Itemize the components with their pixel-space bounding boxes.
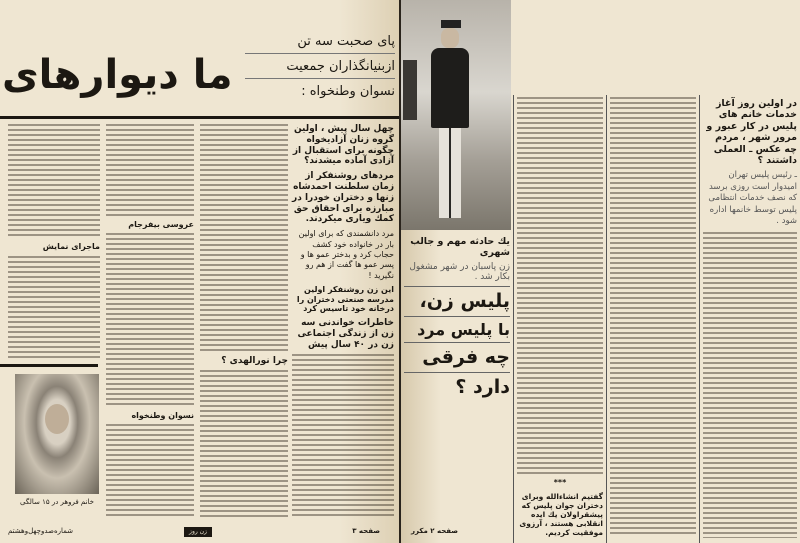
column-rule xyxy=(513,95,514,543)
headline-column xyxy=(404,236,510,398)
body-text xyxy=(8,256,100,360)
subtitle-block xyxy=(245,34,395,99)
highlight-3: مرد دانشمندی که برای اولین بار در خانواده خود کشف حجاب کرد و بدختر عمو ها و پسر عمو ها گفت از هم رو نگیرید ! xyxy=(298,229,394,280)
column-6 xyxy=(610,97,696,537)
column-rule xyxy=(699,95,700,543)
headline-line: با پلیس مرد xyxy=(404,320,510,343)
headline-line: پلیس زن، xyxy=(404,290,510,317)
right-page xyxy=(401,0,800,543)
subtitle-line: پای صحبت سه تن xyxy=(245,34,395,54)
headline-line: چه فرقی xyxy=(404,346,510,373)
subhead: چرا نورالهدی ؟ xyxy=(221,355,288,366)
subhead: نسوان وطنخواه xyxy=(131,410,194,420)
column-5 xyxy=(517,97,603,537)
policewoman-photo xyxy=(401,0,511,230)
separator: *** xyxy=(553,478,567,488)
closing-text: گفتیم انشاءالله وبرای دختران جوان پلیس که پیشقراولان يك ایده انقلابی هستند ، آرزوی موفقیت کردیم. xyxy=(519,492,603,537)
column-rule xyxy=(0,364,98,367)
body-text xyxy=(200,370,288,518)
body-text xyxy=(106,124,194,216)
column-1 xyxy=(292,124,394,518)
body-text xyxy=(106,233,194,407)
body-text xyxy=(200,124,288,352)
photo-caption: خانم فروهر در ۱۵ سالگی xyxy=(20,498,94,506)
subhead: ماجرای نمایش xyxy=(42,242,100,252)
body-text xyxy=(106,424,194,518)
body-text xyxy=(610,97,696,537)
body-text xyxy=(517,97,603,474)
kicker: يك حادثه مهم و جالب شهری xyxy=(410,236,510,259)
headline-line: دارد ؟ xyxy=(455,375,510,398)
highlight-4: این زن روشنفکر اولین مدرسه صنعتی دختران را درخانه خود تاسیس کرد xyxy=(296,285,394,314)
footer-issue: شماره‌صدوچهل‌وهشتم xyxy=(8,527,74,535)
body-text xyxy=(8,124,100,238)
side-heading: در اولین روز آغاز خدمات خانم های پلیس در کار عبور و مرور شهر ، مردم چه عکس ـ العملی داشتند ؟ xyxy=(706,98,797,166)
column-4 xyxy=(8,124,100,360)
footer-page-number: صفحه ۲ مكرر xyxy=(411,527,459,535)
body-text xyxy=(703,232,797,538)
column-rule xyxy=(606,95,607,543)
memoir-heading: خاطرات خواندنی سه زن از زندگی اجتماعی زن در ۴۰ سال پیش xyxy=(297,317,394,350)
deck: زن پاسبان در شهر مشغول بکار شد . xyxy=(404,262,510,287)
subtitle-line: ازبنیانگذاران جمعیت xyxy=(245,54,395,79)
subtitle-line: نسوان وطنخواه : xyxy=(301,84,395,99)
column-2 xyxy=(200,124,288,518)
intro-text: ـ رئیس پلیس تهران امیدوار است روزی برسد که نصف خدمات انتظامی پلیس توسط خانمها اداره شود . xyxy=(708,170,797,227)
column-7 xyxy=(703,98,797,538)
article-title: ما دیوارهای xyxy=(2,52,233,98)
body-text xyxy=(292,354,394,518)
column-3 xyxy=(106,124,194,518)
subhead: عروسی بیفرجام xyxy=(128,219,194,229)
footer-page-number: صفحه ۳ xyxy=(352,527,380,535)
magazine-logo: زن روز xyxy=(184,527,212,537)
left-page xyxy=(0,0,399,543)
portrait-photo xyxy=(15,374,99,494)
title-rule xyxy=(0,116,399,119)
highlight-1: چهل سال پیش ، اولین گروه زنان آزادیخواه چگونه برای استقبال از آزادی آماده میشدند؟ xyxy=(292,124,394,167)
highlight-2: مردهای روشنفکر از زمان سلطنت احمدشاه زنها و دختران خودرا در مبارزه برای احقاق حق کمك وياری میکردند. xyxy=(292,171,394,225)
